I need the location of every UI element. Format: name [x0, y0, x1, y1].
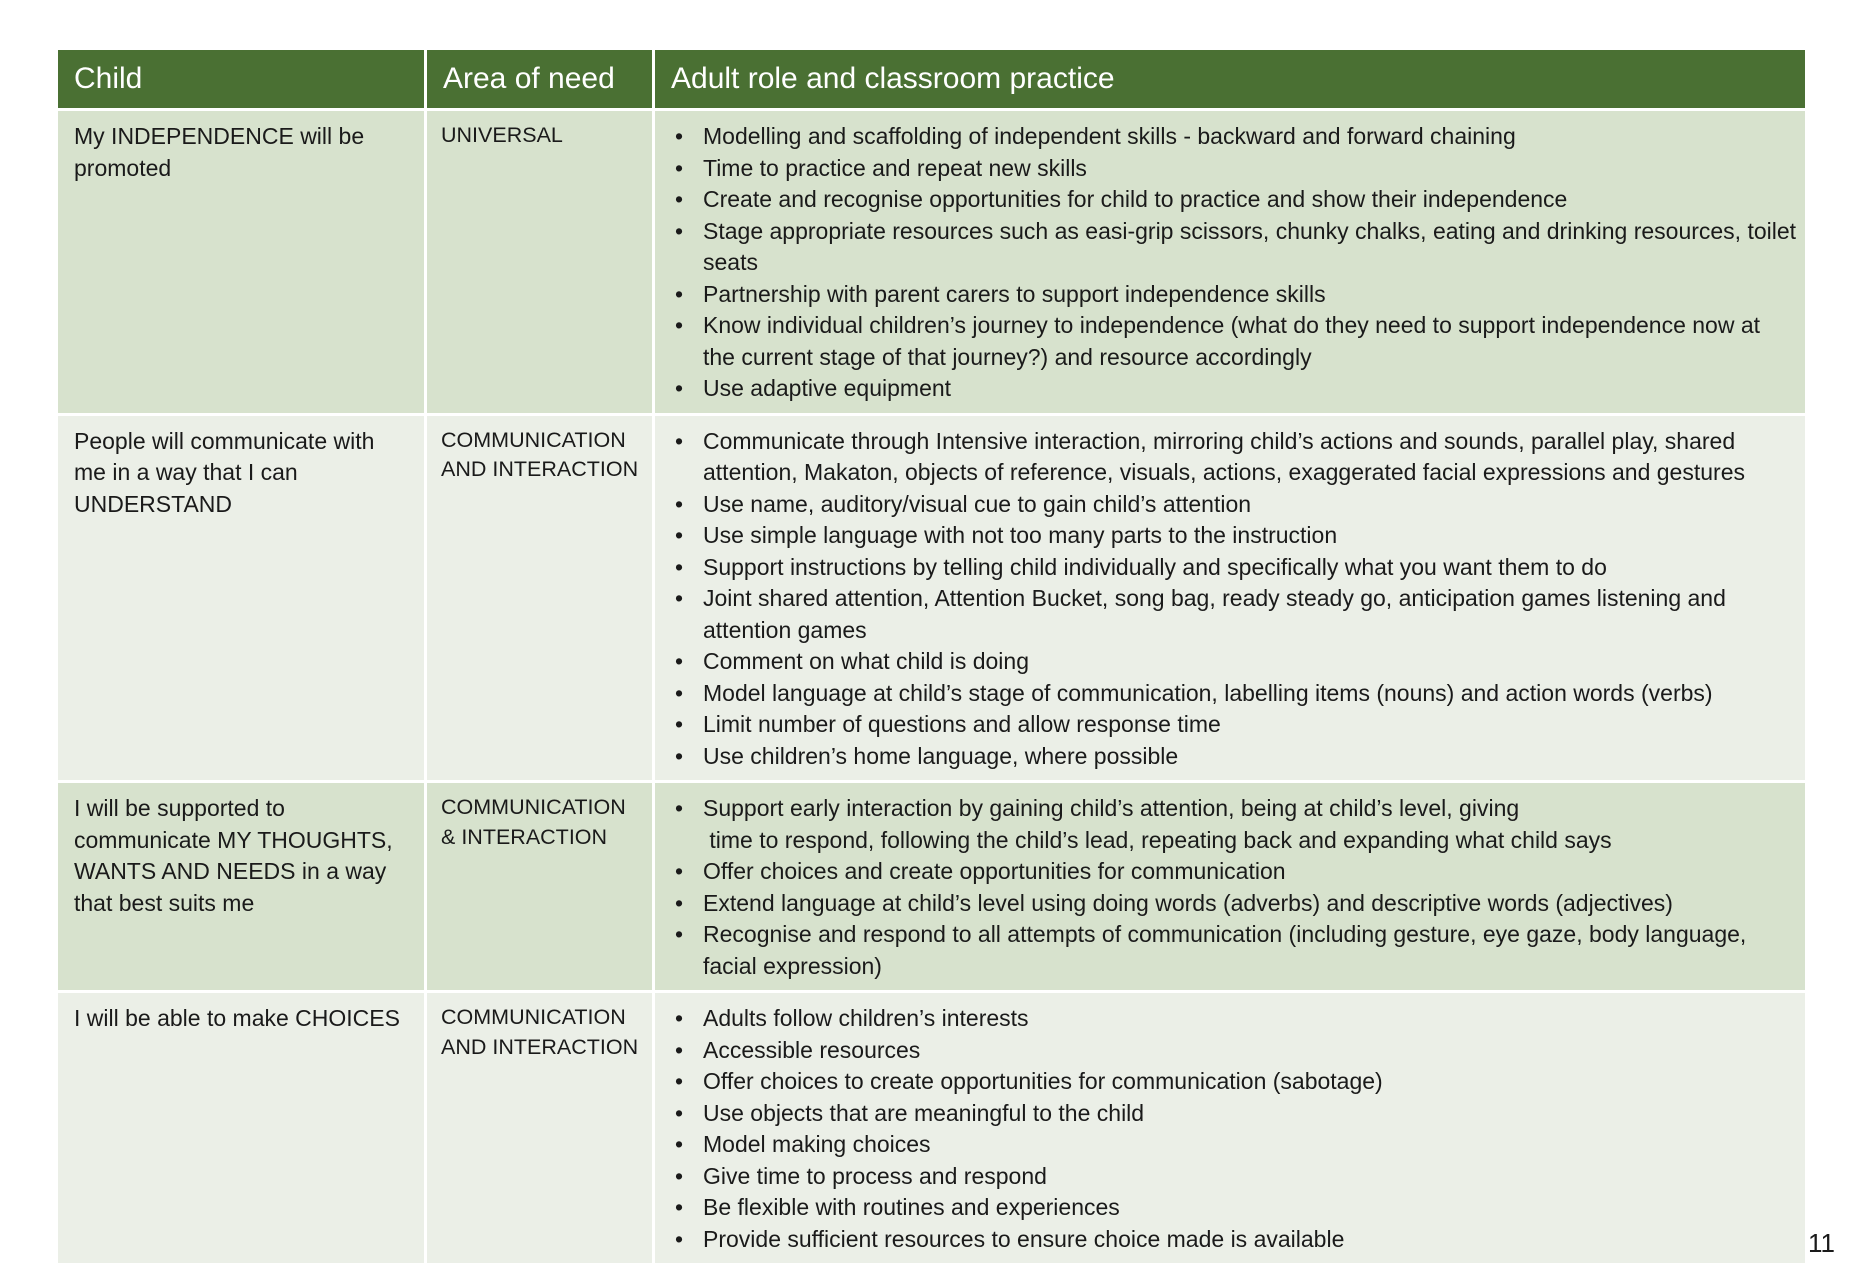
bullet-icon: •	[675, 280, 684, 307]
page-number: 11	[1808, 1228, 1835, 1258]
practice-cell	[654, 414, 1807, 782]
practice-item: • Use simple language with not too many parts to the instruction	[669, 520, 1797, 552]
bullet-icon: •	[675, 1036, 684, 1063]
bullet-icon: •	[675, 186, 684, 212]
practice-item: • Time to practice and repeat new skills	[669, 153, 1797, 185]
header-row	[57, 49, 1807, 110]
practice-cell	[654, 110, 1807, 415]
area-of-need-cell: UNIVERSAL	[426, 110, 654, 415]
practice-list	[669, 1003, 1797, 1255]
child-cell: People will communicate with me in a way that I can UNDERSTAND	[57, 414, 426, 782]
practice-item: • Partnership with parent carers to support independence skills	[669, 279, 1797, 311]
practice-item: • Stage appropriate resources such as easi-grip scissors, chunky chalks, eating and drinking resources, toilet seats	[675, 217, 1803, 275]
area-of-need-cell: COMMUNICATION AND INTERACTION	[426, 414, 654, 782]
practice-item: • Give time to process and respond	[669, 1161, 1797, 1193]
header-child: Child	[57, 49, 426, 110]
bullet-icon: •	[675, 375, 684, 401]
practice-item: • Joint shared attention, Attention Bucket, song bag, ready steady go, anticipation games listening and attention games	[675, 585, 1733, 643]
table-row-understand	[57, 414, 1807, 782]
practice-item: • Communicate through Intensive interaction, mirroring child’s actions and sounds, parallel play, shared attention, Makaton, objects of reference, visuals, actions, exaggerated facial expressions and gestures	[675, 427, 1745, 485]
practice-item: • Use children’s home language, where possible	[669, 741, 1797, 773]
bullet-icon: •	[675, 154, 684, 181]
practice-cell	[654, 992, 1807, 1265]
practice-item: • Support early interaction by gaining child’s attention, being at child’s level, giving time to respond, following the child’s lead, repeating back and expanding what child says	[675, 795, 1612, 853]
bullet-icon: •	[675, 217, 684, 244]
area-of-need-cell: COMMUNICATION AND INTERACTION	[426, 992, 654, 1265]
practice-item: • Be flexible with routines and experiences	[669, 1192, 1797, 1224]
header-adult-role: Adult role and classroom practice	[654, 49, 1807, 110]
bullet-icon: •	[675, 1131, 684, 1157]
bullet-icon: •	[675, 1005, 684, 1031]
header-area-of-need: Area of need	[426, 49, 654, 110]
bullet-icon: •	[675, 1162, 684, 1189]
support-table	[55, 47, 1808, 1266]
bullet-icon: •	[675, 1194, 684, 1220]
bullet-icon: •	[675, 889, 684, 916]
practice-item: • Extend language at child’s level using doing words (adverbs) and descriptive words (adjectives)	[669, 888, 1797, 920]
practice-item: • Adults follow children’s interests	[669, 1003, 1797, 1035]
practice-item: • Offer choices to create opportunities for communication (sabotage)	[669, 1066, 1797, 1098]
practice-item: • Accessible resources	[669, 1035, 1797, 1067]
bullet-icon: •	[675, 1099, 684, 1126]
bullet-icon: •	[675, 795, 684, 821]
practice-item: • Support instructions by telling child individually and specifically what you want them to do	[669, 552, 1797, 584]
practice-item: • Provide sufficient resources to ensure choice made is available	[669, 1224, 1797, 1256]
table-row-choices	[57, 992, 1807, 1265]
child-cell: My INDEPENDENCE will be promoted	[57, 110, 426, 415]
practice-item: • Use adaptive equipment	[669, 373, 1797, 405]
bullet-icon: •	[675, 1225, 684, 1252]
practice-item: • Comment on what child is doing	[669, 646, 1797, 678]
bullet-icon: •	[675, 522, 684, 548]
table-row-thoughts-wants-needs	[57, 782, 1807, 992]
practice-item: • Limit number of questions and allow response time	[669, 709, 1797, 741]
practice-item: • Offer choices and create opportunities for communication	[669, 856, 1797, 888]
area-of-need-cell: COMMUNICATION & INTERACTION	[426, 782, 654, 992]
bullet-icon: •	[675, 1068, 684, 1094]
bullet-icon: •	[675, 553, 684, 580]
practice-item: • Model language at child’s stage of communication, labelling items (nouns) and action words (verbs)	[669, 678, 1797, 710]
bullet-icon: •	[675, 921, 684, 947]
child-cell: I will be supported to communicate MY THOUGHTS, WANTS AND NEEDS in a way that best suits me	[57, 782, 426, 992]
practice-item: • Modelling and scaffolding of independent skills - backward and forward chaining	[669, 121, 1797, 153]
practice-item: • Use objects that are meaningful to the child	[669, 1098, 1797, 1130]
bullet-icon: •	[675, 648, 684, 674]
child-cell: I will be able to make CHOICES	[57, 992, 426, 1265]
bullet-icon: •	[675, 585, 684, 611]
bullet-icon: •	[675, 742, 684, 769]
practice-list	[669, 793, 1797, 982]
practice-item: • Use name, auditory/visual cue to gain child’s attention	[669, 489, 1797, 521]
practice-item: • Model making choices	[669, 1129, 1797, 1161]
practice-cell	[654, 782, 1807, 992]
bullet-icon: •	[675, 490, 684, 517]
bullet-icon: •	[675, 312, 684, 338]
bullet-icon: •	[675, 123, 684, 149]
bullet-icon: •	[675, 679, 684, 706]
practice-list	[669, 426, 1797, 773]
practice-item: • Recognise and respond to all attempts of communication (including gesture, eye gaze, body language, facial expression)	[675, 921, 1753, 979]
bullet-icon: •	[675, 427, 684, 454]
practice-item: • Create and recognise opportunities for child to practice and show their independence	[669, 184, 1797, 216]
bullet-icon: •	[675, 858, 684, 884]
bullet-icon: •	[675, 711, 684, 737]
practice-item: • Know individual children’s journey to independence (what do they need to support independence now at the current stage of that journey?) and resource accordingly	[675, 312, 1767, 370]
table-row-independence	[57, 110, 1807, 415]
practice-list	[669, 121, 1803, 405]
